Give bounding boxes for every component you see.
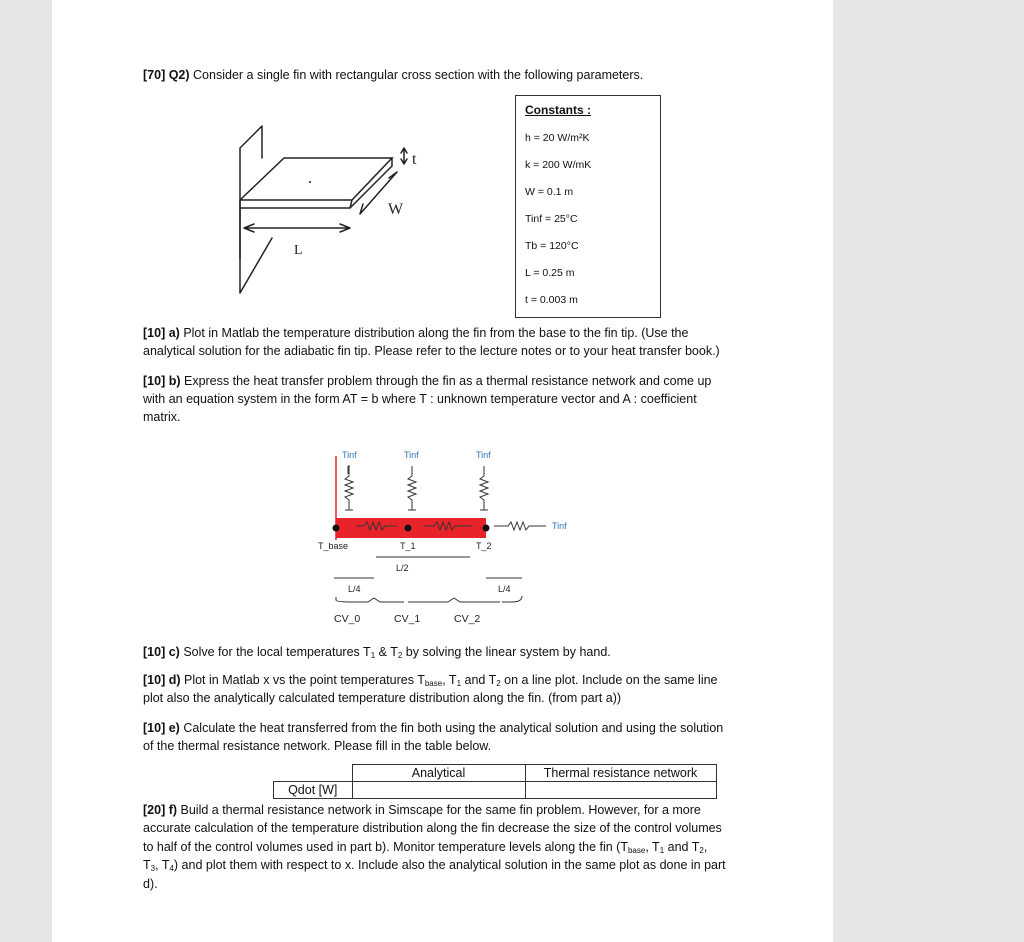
- constant-l: L = 0.25 m: [525, 267, 575, 279]
- table-row-label: Qdot [W]: [274, 782, 353, 799]
- question-intro: [143, 66, 643, 85]
- part-d-label: [10] d): [143, 673, 181, 687]
- part-f-line5: d).: [143, 877, 158, 891]
- table-row: [274, 782, 717, 799]
- part-f-sub2: 2: [699, 846, 704, 855]
- horizontal-resistor-3: [494, 522, 546, 530]
- part-e-line1: Calculate the heat transferred from the fin both using the analytical solution and using the solution: [183, 721, 724, 735]
- part-f-line3-c: and T: [664, 840, 700, 854]
- part-d-text-a: Plot in Matlab x vs the point temperatures T: [183, 673, 425, 687]
- part-d-text-c: and T: [461, 673, 497, 687]
- part-b-line1: Express the heat transfer problem through the fin as a thermal resistance network and come up: [183, 374, 712, 388]
- part-f-line3-b: , T: [645, 840, 660, 854]
- constants-box: [515, 95, 661, 318]
- part-f-line4-b: , T: [155, 858, 170, 872]
- part-b-line2: with an equation system in the form AT = b where T : unknown temperature vector and A : coefficient: [143, 392, 697, 406]
- part-e-label: [10] e): [143, 721, 180, 735]
- wall-outline: [240, 126, 262, 258]
- question-intro-text: Consider a single fin with rectangular cross section with the following parameters.: [193, 68, 644, 82]
- cv-brace-right: [502, 596, 522, 602]
- part-c-text-c: by solving the linear system by hand.: [402, 645, 611, 659]
- part-e-line2: of the thermal resistance network. Please fill in the table below.: [143, 739, 492, 753]
- vertical-resistor-3: [480, 466, 488, 510]
- part-f-line2: accurate calculation of the temperature distribution along the fin decrease the size of the control volumes: [143, 821, 722, 835]
- constant-w: W = 0.1 m: [525, 186, 574, 198]
- node-label-t2: T_2: [476, 541, 492, 551]
- node-label-tbase: T_base: [318, 541, 349, 551]
- node-label-t1: T_1: [400, 541, 416, 551]
- question-points: [70] Q2): [143, 68, 190, 82]
- document-page: [52, 0, 833, 942]
- node-t2: [483, 525, 490, 532]
- constant-t: t = 0.003 m: [525, 294, 578, 306]
- part-d-sub1: 1: [456, 679, 462, 688]
- constants-title: Constants :: [525, 103, 591, 117]
- part-f: [143, 801, 743, 820]
- table-cell-network[interactable]: [525, 782, 716, 799]
- part-b-label: [10] b): [143, 374, 181, 388]
- part-e: [143, 719, 723, 738]
- wall-lower: [240, 208, 272, 293]
- constant-tinf: Tinf = 25°C: [525, 213, 578, 225]
- tinf-label-2: Tinf: [404, 450, 419, 460]
- fin-dot: [309, 181, 311, 183]
- part-f-line4-a: T: [143, 858, 151, 872]
- part-d-line2: plot also the analytically calculated temperature distribution along the fin. (from part a)): [143, 691, 622, 705]
- part-a-line1: Plot in Matlab the temperature distribution along the fin from the base to the fin tip. (Use the: [183, 326, 689, 340]
- part-f-sub-base: base: [627, 846, 646, 855]
- vertical-resistor-2: [408, 466, 416, 510]
- part-a: [143, 324, 743, 343]
- constant-tb: Tb = 120°C: [525, 240, 579, 252]
- part-d-text-b: , T: [442, 673, 457, 687]
- part-f-line1: Build a thermal resistance network in Simscape for the same fin problem. However, for a more: [180, 803, 701, 817]
- part-f-line3-d: ,: [703, 840, 708, 854]
- constant-k: k = 200 W/mK: [525, 159, 592, 171]
- table-cell-analytical[interactable]: [352, 782, 525, 799]
- part-c-label: [10] c): [143, 645, 180, 659]
- fin-label-t: t: [412, 151, 417, 168]
- part-f-sub4: 4: [169, 864, 174, 873]
- part-f-sub3: 3: [150, 864, 156, 873]
- part-a-label: [10] a): [143, 326, 180, 340]
- part-c-text-a: Solve for the local temperatures T: [183, 645, 371, 659]
- node-t1: [405, 525, 412, 532]
- part-a-line2: analytical solution for the adiabatic fin tip. Please refer to the lecture notes or to your heat transfer book.): [143, 344, 720, 358]
- fin-label-l: L: [294, 243, 303, 258]
- cv-label-1: CV_1: [394, 613, 421, 625]
- part-f-line4: [143, 856, 783, 879]
- part-c: [143, 643, 611, 666]
- tinf-label-3: Tinf: [476, 450, 491, 460]
- fin-top-face: [240, 158, 392, 200]
- dim-label-left: L/4: [348, 584, 361, 594]
- thickness-arrow: [401, 148, 407, 164]
- cv-label-2: CV_2: [454, 613, 481, 625]
- table-header-analytical: Analytical: [352, 765, 525, 782]
- part-c-text-b: & T: [375, 645, 398, 659]
- cv-brace-left: [336, 597, 404, 602]
- part-d-text-d: on a line plot. Include on the same line: [500, 673, 718, 687]
- tinf-label-1: Tinf: [342, 450, 357, 460]
- fin-label-w: W: [388, 201, 404, 218]
- tinf-label-right: Tinf: [552, 521, 567, 531]
- part-d-sub-base: base: [424, 679, 443, 688]
- qdot-table: [273, 764, 717, 799]
- part-b-line3: matrix.: [143, 410, 181, 424]
- dim-label-mid: L/2: [396, 563, 409, 573]
- dim-label-right: L/4: [498, 584, 511, 594]
- part-f-sub1: 1: [659, 846, 665, 855]
- part-f-line3-a: to half of the control volumes used in part b). Monitor temperature levels along the fin (T: [143, 840, 628, 854]
- resistance-network-diagram: [312, 444, 592, 628]
- fin-sketch: [182, 118, 422, 298]
- length-arrow: [244, 224, 350, 232]
- table-corner-cell: [274, 765, 353, 782]
- vertical-resistor-1: [345, 466, 353, 510]
- part-d-sub2: 2: [496, 679, 501, 688]
- table-header-row: [274, 765, 717, 782]
- part-f-line4-c: ) and plot them with respect to x. Include also the analytical solution in the same plot as done in part: [173, 858, 726, 872]
- cv-label-0: CV_0: [334, 613, 361, 625]
- part-b: [143, 372, 743, 391]
- part-f-label: [20] f): [143, 803, 178, 817]
- node-tbase: [333, 525, 340, 532]
- table-header-network: Thermal resistance network: [525, 765, 716, 782]
- cv-brace-mid: [408, 598, 500, 602]
- part-c-sub1: 1: [370, 651, 376, 660]
- constant-h: h = 20 W/m²K: [525, 132, 590, 144]
- part-c-sub2: 2: [397, 651, 403, 660]
